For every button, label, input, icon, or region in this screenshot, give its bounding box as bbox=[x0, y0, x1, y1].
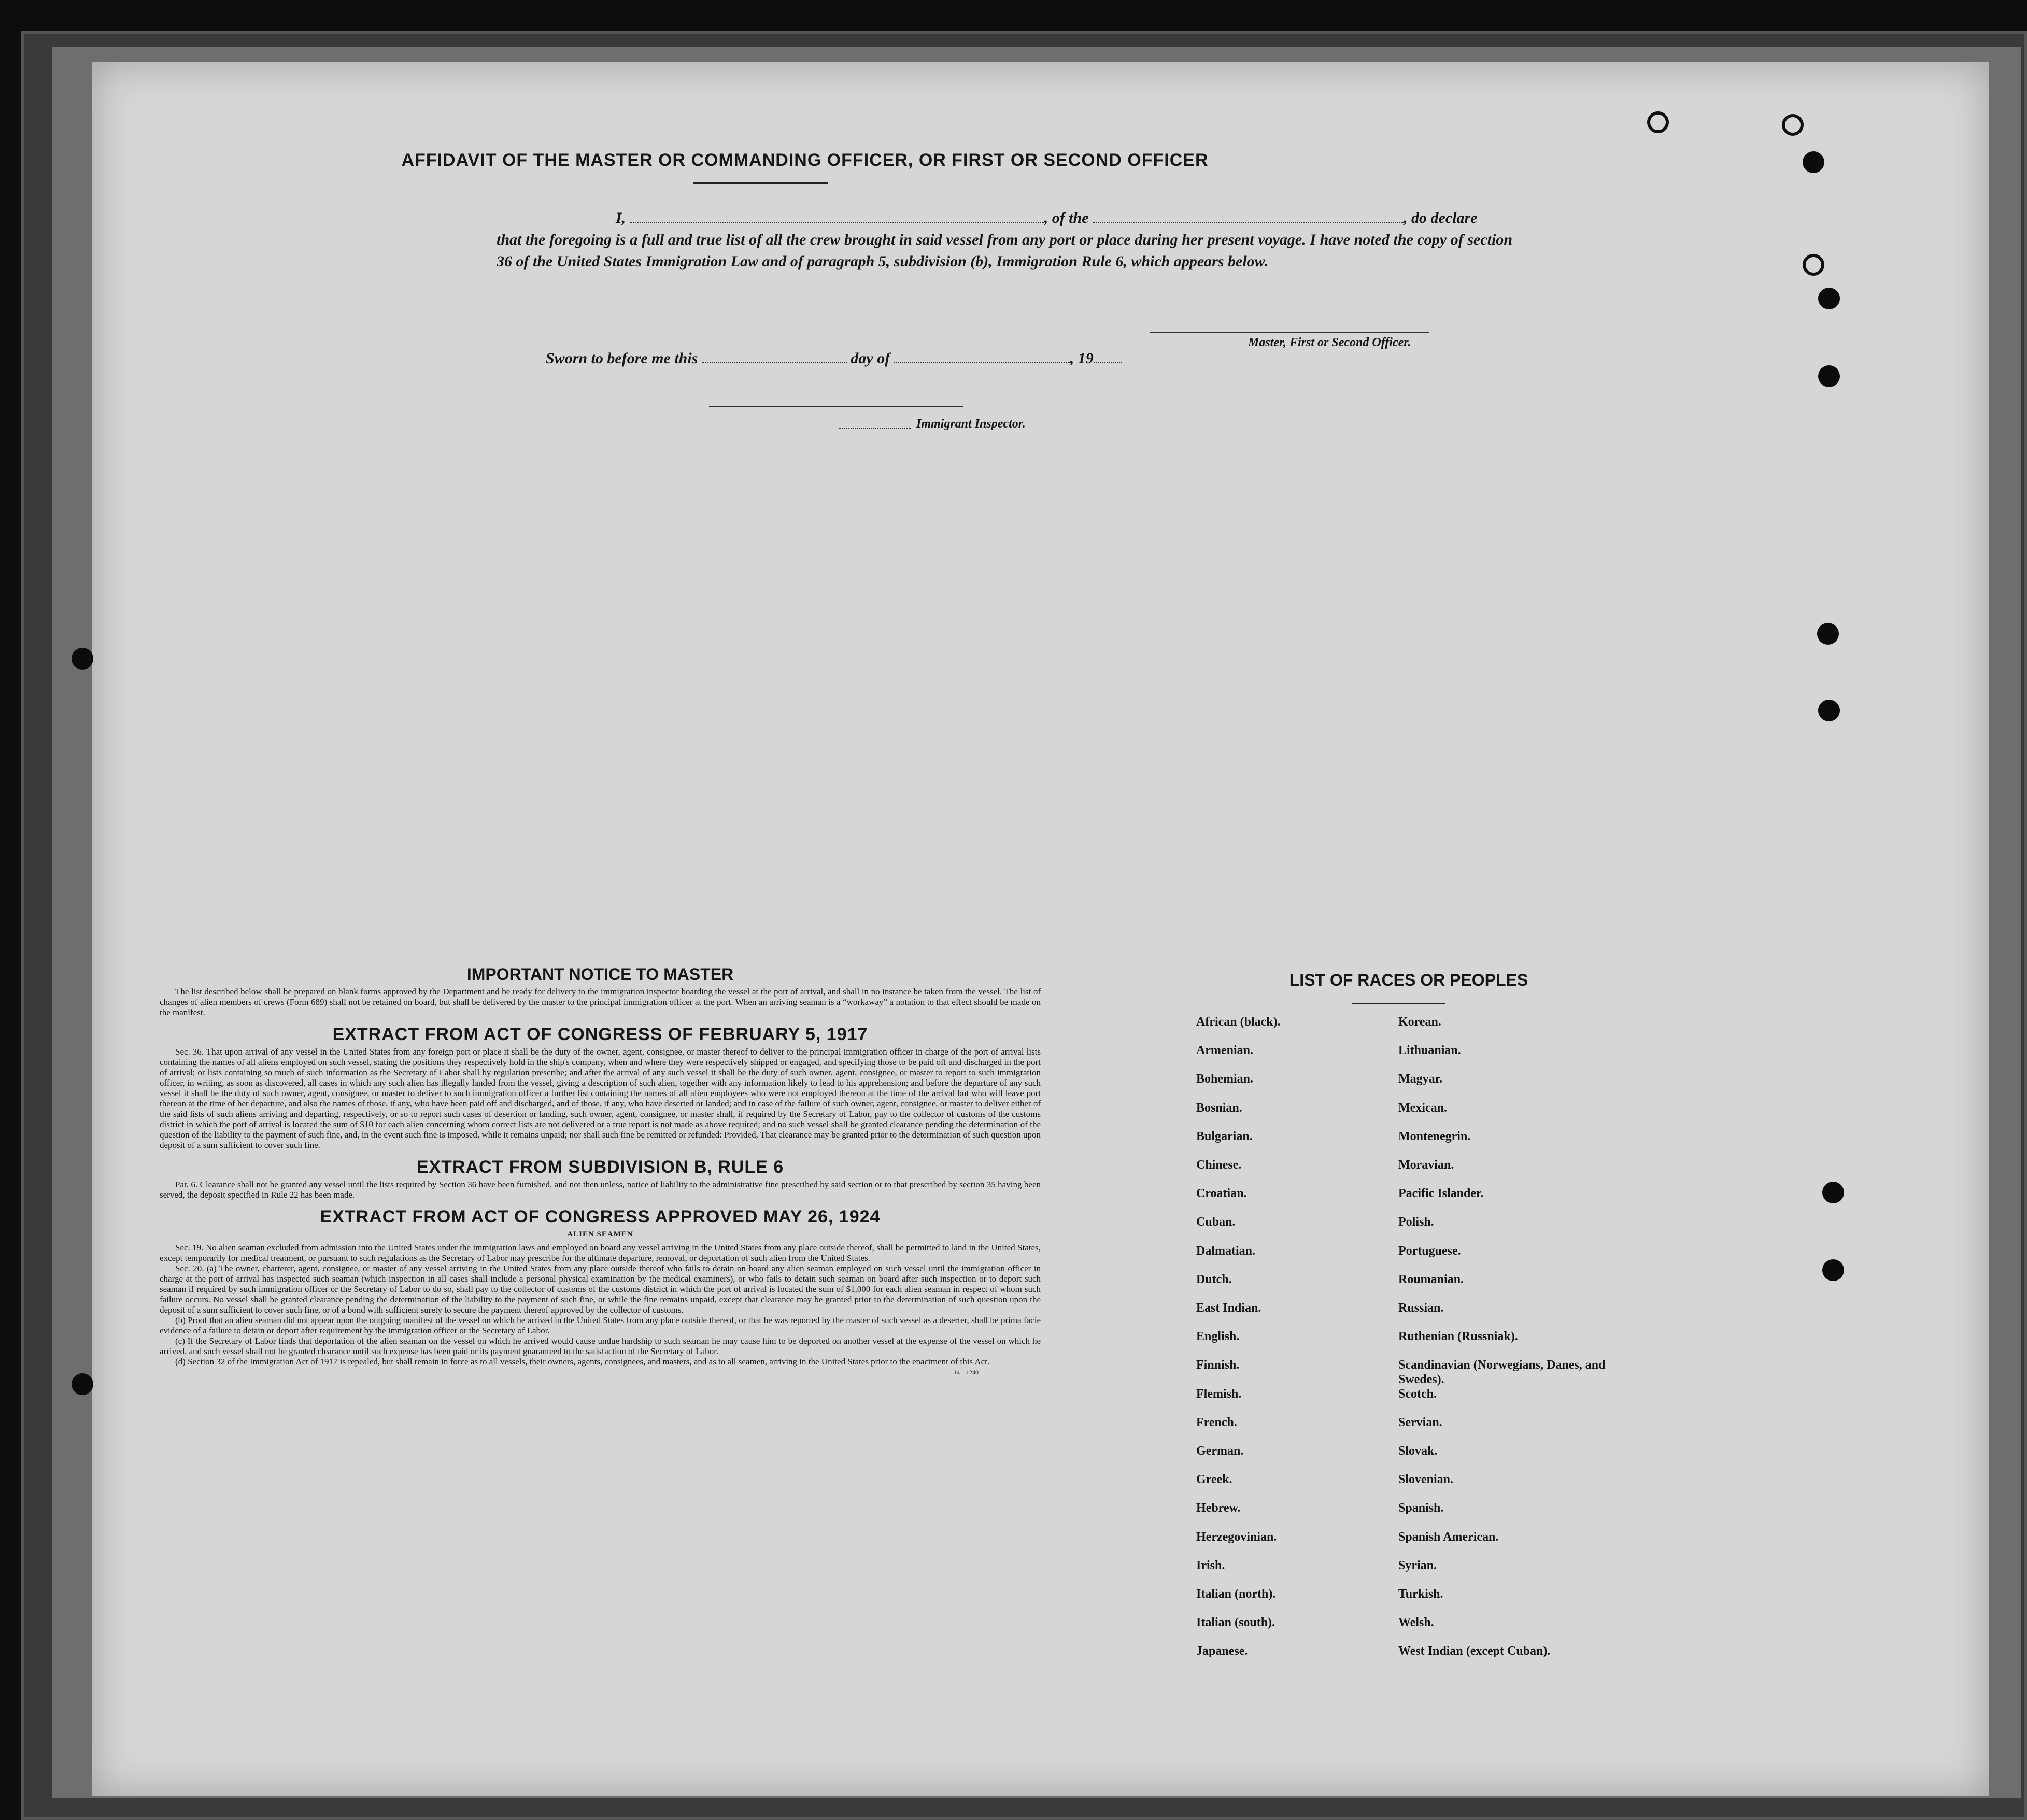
alien-seamen-heading: ALIEN SEAMEN bbox=[567, 1230, 633, 1239]
important-notice-title: IMPORTANT NOTICE TO MASTER bbox=[466, 965, 734, 984]
race-item: Greek. bbox=[1196, 1473, 1232, 1486]
race-item: French. bbox=[1196, 1416, 1237, 1429]
inspector-caption: Immigrant Inspector. bbox=[916, 417, 1026, 431]
race-item: Herzegovinian. bbox=[1196, 1530, 1277, 1544]
race-item: English. bbox=[1196, 1330, 1240, 1343]
form-number: 14—1240 bbox=[954, 1369, 979, 1376]
master-caption: Master, First or Second Officer. bbox=[1248, 336, 1411, 349]
name-blank bbox=[630, 221, 1044, 223]
race-item: East Indian. bbox=[1196, 1301, 1261, 1315]
affidavit-statement: that the foregoing is a full and true list of all the crew brought in said vessel from any port or place during her present voyage. I have noted the copy of section 36 of the United States Immigration Law and of paragraph 5, subdivision (b), Immigration Rule 6, which appears below. bbox=[497, 231, 1512, 270]
binder-hole bbox=[1818, 700, 1840, 721]
sworn-prefix: Sworn to before me this bbox=[546, 350, 698, 367]
act-1917-text: Sec. 36. That upon arrival of any vessel in the United States from any foreign port or place it shall be the duty of the owner, agent, consignee, or master thereof to deliver to the principal immigration officer in charge of the port of arrival lists containing the names of all aliens employed on such vessel, stating the positions they respectively hold in the ship's company, when and where they were respectively shipped or engaged, and specifying those to be paid off and discharged in the port of arrival; or lists containing so much of such information as the Secretary of Labor shall by regulation prescribe; and after the arrival of any such vessel it shall be the duty of such owner, agent, consignee, or master to report to such immigration officer, in writing, as soon as discovered, all cases in which any such alien has illegally landed from the vessel, giving a description of such alien, together with any information likely to lead to his apprehension; and before the departure of any such vessel it shall be the duty of such owner, agent, consignee, or master to deliver to such immigration officer a further list containing the names of all alien employees who were not employed thereon at the time of the arrival but who will leave port thereon at the time of her departure, and also the names of those, if any, who have been paid off and discharged, and of those, if any, who have deserted or landed; and in case of the failure of such owner, agent, consignee, or master to deliver either of the said lists of such aliens arriving and departing, respectively, or so to report such cases of desertion or landing, such owner, agent, consignee, or master shall, if required by the Secretary of Labor, pay to the collector of customs of the customs district in which the port of arrival is located the sum of $10 for each alien concerning whom correct lists are not delivered or a true report is not made as above required; and no such vessel shall be granted clearance pending the determination of the question of the liability to the payment of such fine, and, in the event such fine is imposed, while it remains unpaid; nor shall such fine be remitted or refunded: Provided, That clearance may be granted prior to the determination of such question upon deposit of a sum sufficient to cover such fine. bbox=[160, 1047, 1041, 1150]
declaration-line bbox=[497, 207, 1512, 229]
race-item: Moravian. bbox=[1398, 1158, 1454, 1172]
race-item: Italian (north). bbox=[1196, 1587, 1276, 1601]
notices-section bbox=[160, 965, 1041, 1377]
race-item: Armenian. bbox=[1196, 1044, 1253, 1057]
race-item: Montenegrin. bbox=[1398, 1130, 1471, 1143]
race-item: African (black). bbox=[1196, 1015, 1281, 1029]
races-rule bbox=[1352, 1003, 1445, 1004]
sec-20a-text: Sec. 20. (a) The owner, charterer, agent, consignee, or master of any vessel arriving in the United States from any place outside thereof who fails to detain on board any alien seaman employed on such vessel until the immigration officer in charge at the port of arrival has inspected such seaman (which inspection in all cases shall include a personal physical examination by the medical examiners), or who fails to detain such seaman on board after such inspection or to deport such seaman if required by such immigration officer or the Secretary of Labor to do so, shall pay to the collector of customs of the customs district in which the port of arrival is located the sum of $1,000 for each alien seaman in respect of whom such failure occurs. No vessel shall be granted clearance pending the determination of the liability to the payment of such fine, or while the fine remains unpaid, except that clearance may be granted prior to the determination of such question upon the deposit of a sum sufficient to cover such fine, or of a bond with sufficient surety to secure the payment thereof approved by the collector of customs. bbox=[160, 1263, 1041, 1315]
act-1917-title: EXTRACT FROM ACT OF CONGRESS OF FEBRUARY 5, 1917 bbox=[332, 1025, 868, 1044]
race-item: Bohemian. bbox=[1196, 1072, 1254, 1086]
year-blank bbox=[1094, 362, 1122, 363]
sec-19-text: Sec. 19. No alien seaman excluded from admission into the United States under the immigration laws and employed on board any vessel arriving in the United States from any place outside thereof, shall be permitted to land in the United States, except temporarily for medical treatment, or pursuant to such regulations as the Secretary of Labor may prescribe for the ultimate departure, removal, or deportation of such alien from the United States. bbox=[160, 1243, 1041, 1263]
race-item: Polish. bbox=[1398, 1215, 1434, 1229]
i-label: I, bbox=[616, 209, 626, 226]
race-item: Bulgarian. bbox=[1196, 1130, 1253, 1143]
binder-hole bbox=[1782, 114, 1804, 136]
race-item: Scandinavian (Norwegians, Danes, and Swedes). bbox=[1398, 1358, 1606, 1386]
race-item: Slovenian. bbox=[1398, 1473, 1454, 1486]
race-item: Portuguese. bbox=[1398, 1244, 1461, 1258]
sworn-year: , 19 bbox=[1070, 350, 1094, 367]
race-item: Welsh. bbox=[1398, 1616, 1434, 1629]
race-item: Servian. bbox=[1398, 1416, 1442, 1429]
race-item: Syrian. bbox=[1398, 1559, 1437, 1572]
binder-hole bbox=[1818, 365, 1840, 387]
race-item: Dalmatian. bbox=[1196, 1244, 1255, 1258]
race-item: Flemish. bbox=[1196, 1387, 1242, 1401]
important-notice-text: The list described below shall be prepared on blank forms approved by the Department and be ready for delivery to the immigration inspector boarding the vessel at the port of arrival, and shall in no instance be taken from the vessel. The list of changes of alien members of crews (Form 689) shall not be retained on board, but shall be delivered by the master to the principal immigration officer at the port. When an arriving seaman is a “workaway” a notation to that effect should be made on the manifest. bbox=[160, 987, 1041, 1017]
race-item: Mexican. bbox=[1398, 1101, 1447, 1115]
race-item: Japanese. bbox=[1196, 1644, 1248, 1658]
race-item: West Indian (except Cuban). bbox=[1398, 1644, 1551, 1658]
binder-hole bbox=[72, 1373, 93, 1395]
binder-hole bbox=[1647, 111, 1669, 133]
race-item: Cuban. bbox=[1196, 1215, 1236, 1229]
race-item: Russian. bbox=[1398, 1301, 1444, 1315]
sworn-line bbox=[546, 350, 1122, 367]
sec-20d-text: (d) Section 32 of the Immigration Act of 1917 is repealed, but shall remain in force as to all vessels, their owners, agents, consignees, and masters, and as to all seamen, arriving in the United States prior to the enactment of this Act. bbox=[175, 1357, 990, 1367]
race-item: Chinese. bbox=[1196, 1158, 1242, 1172]
act-1924-title: EXTRACT FROM ACT OF CONGRESS APPROVED MAY 26, 1924 bbox=[320, 1207, 881, 1227]
race-item: Italian (south). bbox=[1196, 1616, 1275, 1629]
race-item: Hebrew. bbox=[1196, 1501, 1241, 1515]
race-item: Turkish. bbox=[1398, 1587, 1443, 1601]
binder-hole bbox=[1803, 254, 1824, 276]
race-item: Dutch. bbox=[1196, 1273, 1232, 1286]
race-item: Scotch. bbox=[1398, 1387, 1437, 1401]
binder-hole bbox=[1803, 151, 1824, 173]
title-rule bbox=[693, 182, 828, 184]
race-item: Magyar. bbox=[1398, 1072, 1443, 1086]
sec-20c-text: (c) If the Secretary of Labor finds that deportation of the alien seaman on the vessel on which he arrived would cause undue hardship to such seaman he may cause him to be deported on another vessel at the expense of the vessel on which he arrived, and such vessel shall not be granted clearance until such expense has been paid or its payment guaranteed to the satisfaction of the Secretary of Labor. bbox=[160, 1336, 1041, 1356]
race-item: Ruthenian (Russniak). bbox=[1398, 1330, 1518, 1343]
of-the-label: , of the bbox=[1044, 209, 1089, 226]
race-item: Pacific Islander. bbox=[1398, 1187, 1484, 1200]
rule-6-text: Par. 6. Clearance shall not be granted any vessel until the lists required by Section 36 have been furnished, and not then unless, notice of liability to the administrative fine prescribed by said section or to that prescribed by section 35 having been served, the deposit specified in Rule 22 has been made. bbox=[160, 1179, 1041, 1200]
race-item: Roumanian. bbox=[1398, 1273, 1464, 1286]
race-item: Spanish American. bbox=[1398, 1530, 1499, 1544]
binder-hole bbox=[1818, 288, 1840, 309]
inspector-dots bbox=[839, 428, 911, 429]
sec-20b-text: (b) Proof that an alien seaman did not appear upon the outgoing manifest of the vessel on which he arrived in the United States from any place outside thereof, or that he was reported by the master of such vessel as a deserter, shall be prima facie evidence of a failure to detain or deport after requirement by the immigration officer or the Secretary of Labor. bbox=[160, 1315, 1041, 1335]
race-item: Irish. bbox=[1196, 1559, 1225, 1572]
sworn-day: day of bbox=[851, 350, 890, 367]
month-blank bbox=[894, 362, 1070, 363]
inspector-signature-line bbox=[709, 406, 963, 407]
race-item: Finnish. bbox=[1196, 1358, 1240, 1372]
race-item: Bosnian. bbox=[1196, 1101, 1242, 1115]
race-item: Spanish. bbox=[1398, 1501, 1444, 1515]
vessel-blank bbox=[1093, 221, 1404, 223]
binder-hole bbox=[1822, 1259, 1844, 1281]
races-title: LIST OF RACES OR PEOPLES bbox=[1289, 971, 1528, 989]
affidavit-body bbox=[497, 207, 1512, 273]
race-item: Slovak. bbox=[1398, 1444, 1438, 1458]
race-item: Korean. bbox=[1398, 1015, 1441, 1029]
rule-6-title: EXTRACT FROM SUBDIVISION B, RULE 6 bbox=[416, 1157, 784, 1177]
race-item: Croatian. bbox=[1196, 1187, 1247, 1200]
affidavit-title: AFFIDAVIT OF THE MASTER OR COMMANDING OFFICER, OR FIRST OR SECOND OFFICER bbox=[401, 150, 1209, 170]
binder-hole bbox=[72, 648, 93, 670]
race-item: German. bbox=[1196, 1444, 1244, 1458]
master-signature-line bbox=[1150, 332, 1429, 333]
document-page bbox=[92, 62, 1989, 1796]
declare-label: , do declare bbox=[1404, 209, 1478, 226]
binder-hole bbox=[1817, 623, 1839, 645]
binder-hole bbox=[1822, 1182, 1844, 1203]
race-item: Lithuanian. bbox=[1398, 1044, 1461, 1057]
day-blank bbox=[702, 362, 847, 363]
